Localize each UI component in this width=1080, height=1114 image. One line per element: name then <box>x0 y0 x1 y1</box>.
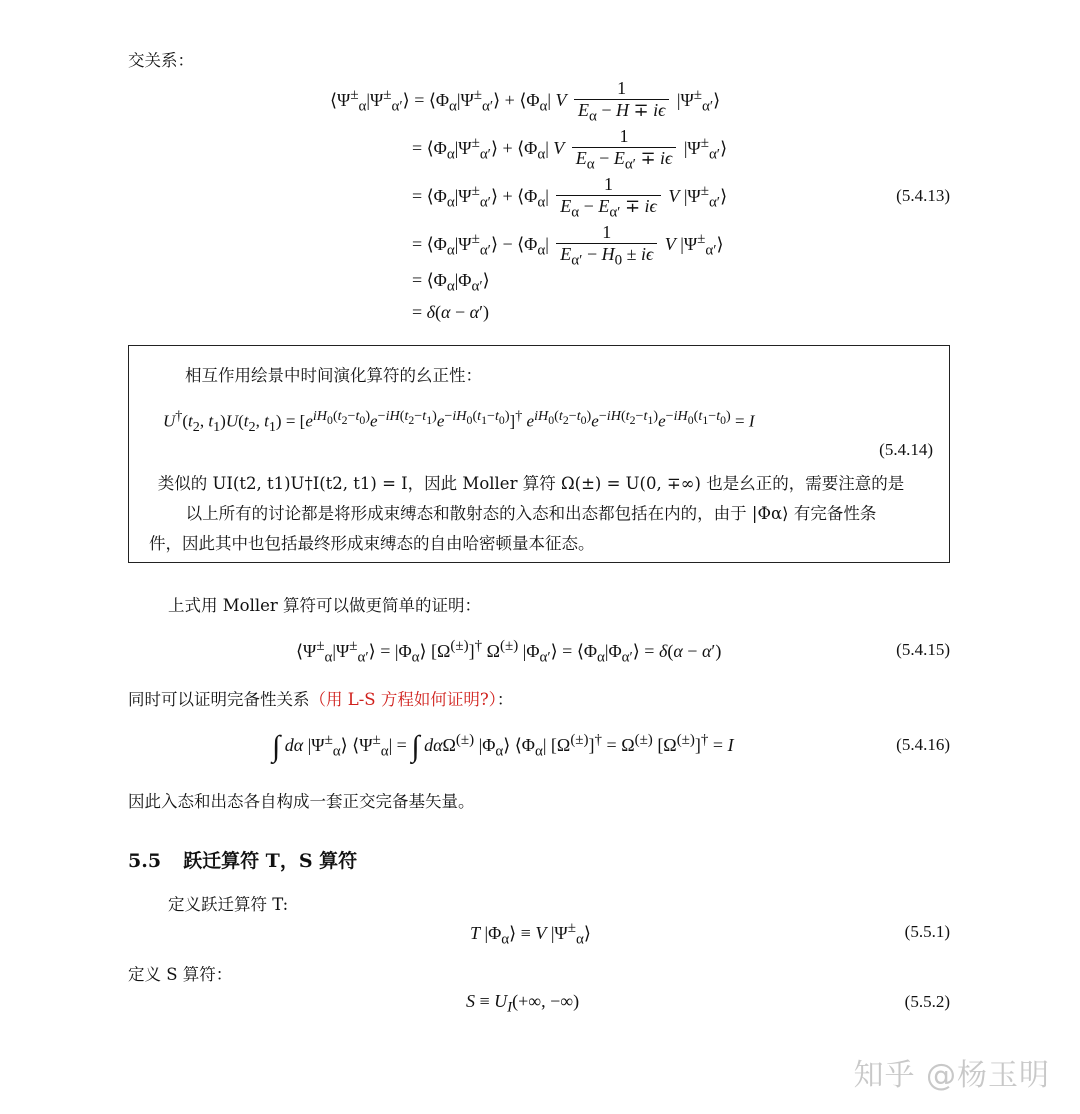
equation-5-4-15: $⟨\Psi^\pm_\alpha|\Psi^\pm_{\alpha'}⟩$ = $|\Phi_\alpha⟩$ [Ω(±)]† Ω(±) $|\Phi_{\alpha'}⟩$ = $⟨\Phi_\alpha|\Phi_{\alpha'}⟩ = \delta(\alpha - \alpha')$ <box>296 638 722 666</box>
equation-5-5-2: $S \equiv U_I(+\infty$, −∞) <box>466 991 580 1016</box>
paragraph-text: 同时可以证明完备性关系 <box>128 690 310 709</box>
question-highlight: （用 L-S 方程如何证明?） <box>309 690 497 709</box>
paragraph-text: ： <box>496 690 514 709</box>
equation-line: = $⟨\Phi_\alpha|\Phi_{\alpha'}⟩$ <box>412 270 490 295</box>
equation-line: = $⟨\Phi_\alpha|\Psi^\pm_{\alpha'}⟩$ + $⟨\Phi_\alpha|$ $\frac{1}{E_\alpha - E_{\alpha'} \mp i\epsilon}$ V $|\Psi^\pm_{\alpha'}⟩$ <box>412 174 728 221</box>
equation-number: (5.4.16) <box>896 735 950 754</box>
equation-5-4-16: ∫ dα $|\Psi^\pm_\alpha⟩$ $⟨\Psi^\pm_\alpha|$ = ∫ dαΩ(±) $|\Phi_\alpha⟩$ $⟨\Phi_\alpha|$ [Ω(±)]† = Ω(±) [Ω(±)]† = I <box>272 730 734 763</box>
box-line: 件，因此其中也包括最终形成束缚态的自由哈密顿量本征态。 <box>149 534 595 553</box>
box-equation: $U^\dagger(t_2$, $t_1)U(t_2$, $t_1) = [e^{iH_0(t_2-t_0)}e^{-iH(t_2-t_1)}e^{-iH_0(t_1-t_0)}]^\dagger$ $e^{iH_0(t_2-t_0)}e^{-iH(t_2-t_1)}e^{-iH_0(t_1-t_0)} = I$ <box>163 408 755 436</box>
equation-line: = δ(α − α′) <box>412 302 490 322</box>
equation-number: (5.4.15) <box>896 640 950 659</box>
equation-5-5-1: T $|\Phi_\alpha⟩ \equiv V$ $|\Psi^\pm_\alpha⟩$ <box>470 920 591 948</box>
equation-line: = $⟨\Phi_\alpha|\Psi^\pm_{\alpha'}⟩$ − $⟨\Phi_\alpha|$ $\frac{1}{E_{\alpha'} - H_0 \pm i\epsilon}$ V $|\Psi^\pm_{\alpha'}⟩$ <box>412 222 724 269</box>
section-title: 跃迁算符 T，S 算符 <box>183 850 358 872</box>
watermark: 知乎 @杨玉明 <box>853 1058 1050 1093</box>
theorem-box <box>128 345 950 563</box>
paragraph-label: 交关系： <box>128 51 194 70</box>
equation-line: $⟨\Psi^\pm_\alpha|\Psi^\pm_{\alpha'}⟩$ = $⟨\Phi_\alpha|\Psi^\pm_{\alpha'}⟩$ + $⟨\Phi_\alpha|$ V $\frac{1}{E_\alpha - H \mp i\epsilon}$ $|\Psi^\pm_{\alpha'}⟩$ <box>330 78 721 125</box>
equation-number: (5.5.2) <box>904 992 950 1011</box>
paragraph: 因此入态和出态各自构成一套正交完备基矢量。 <box>128 792 475 811</box>
box-title: 相互作用绘景中时间演化算符的幺正性： <box>185 366 482 385</box>
box-line: 类似的 UI(t2, t1)U†I(t2, t1) = I，因此 Moller 算符 Ω(±) = U(0, ∓∞) 也是幺正的，需要注意的是 <box>157 474 905 493</box>
equation-number: (5.5.1) <box>904 922 950 941</box>
section-heading <box>128 846 357 873</box>
paragraph: 上式用 Moller 算符可以做更简单的证明： <box>168 596 482 615</box>
paragraph: 定义 S 算符： <box>128 965 233 984</box>
section-number: 5.5 <box>128 850 162 872</box>
equation-number: (5.4.13) <box>896 186 950 205</box>
equation-line: = $⟨\Phi_\alpha|\Psi^\pm_{\alpha'}⟩$ + $⟨\Phi_\alpha|$ V $\frac{1}{E_\alpha - E_{\alpha'} \mp i\epsilon}$ $|\Psi^\pm_{\alpha'}⟩$ <box>412 126 728 173</box>
paragraph: 定义跃迁算符 T: <box>168 895 289 914</box>
paragraph <box>128 686 513 710</box>
equation-number: (5.4.14) <box>879 440 933 459</box>
box-line: 以上所有的讨论都是将形成束缚态和散射态的入态和出态都包括在内的，由于 |Φα⟩ 有完备性条 <box>185 504 877 523</box>
